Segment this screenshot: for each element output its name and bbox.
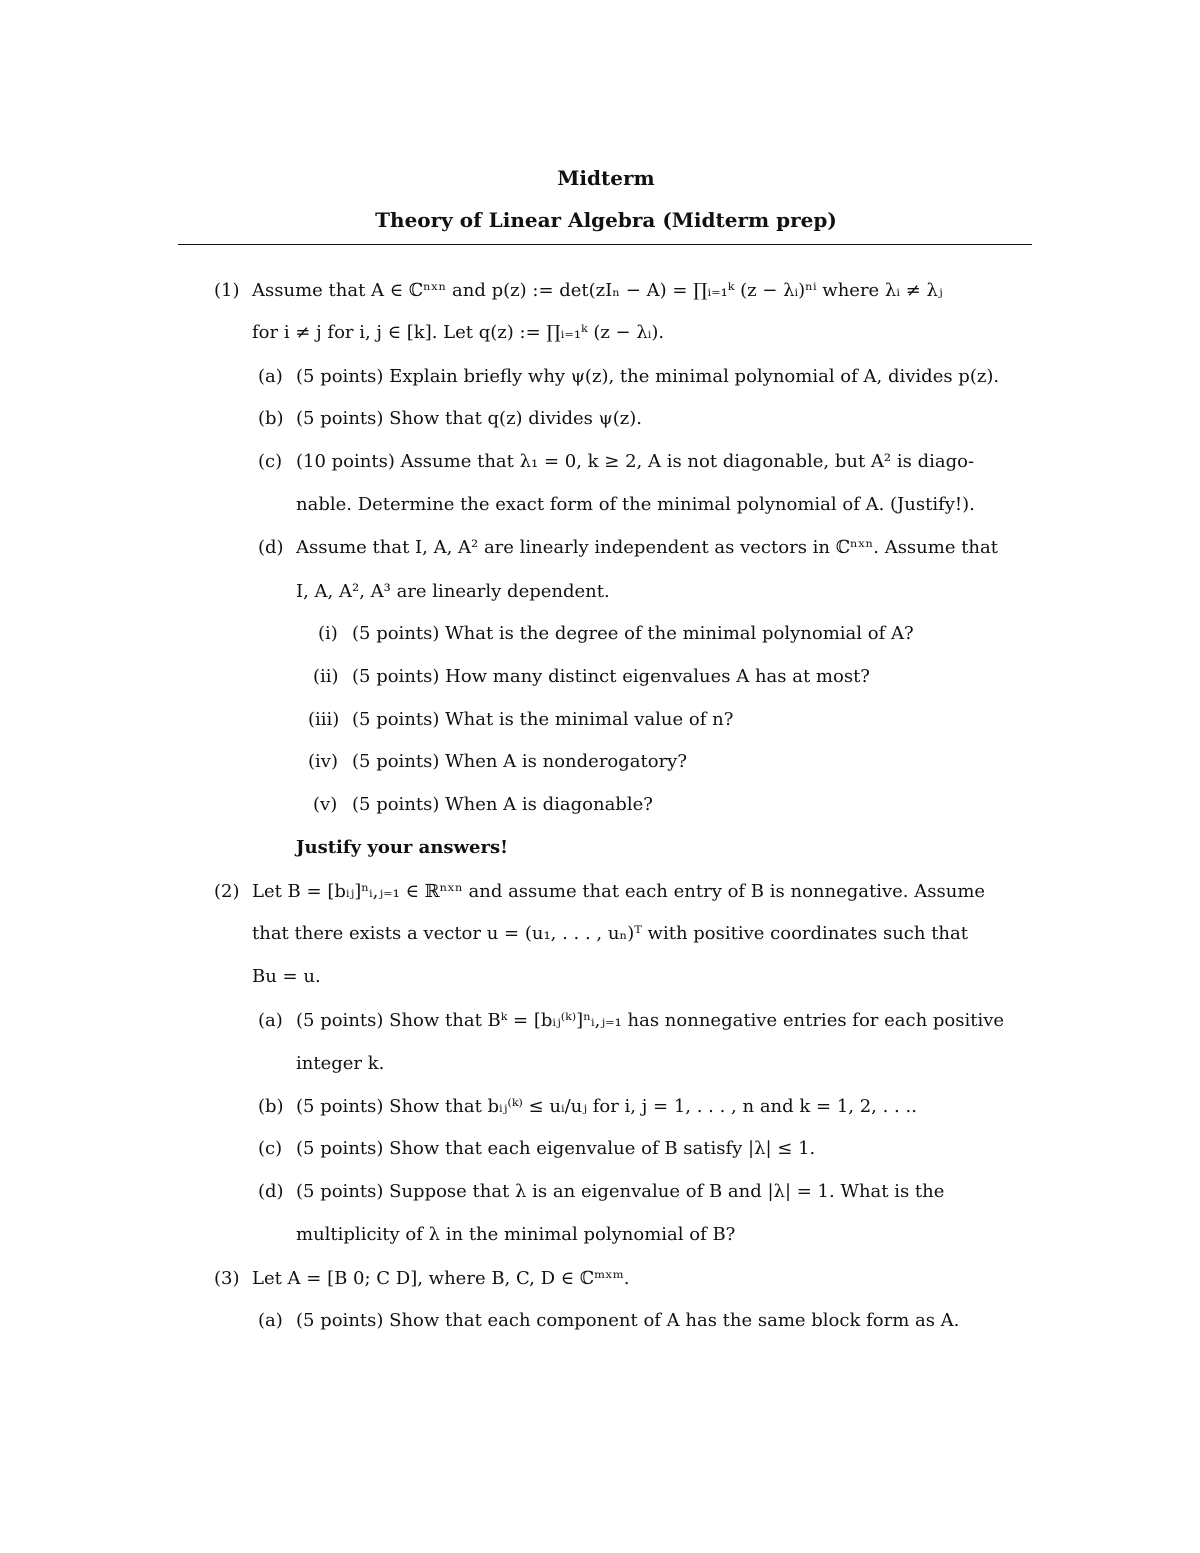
problem-1b-label: (b) xyxy=(258,408,284,429)
problem-1c-text-line-1: (10 points) Assume that λ₁ = 0, k ≥ 2, A is not diagonable, but A² is diago- xyxy=(296,451,975,472)
problem-1-closing: Justify your answers! xyxy=(296,837,509,858)
problem-1b-text: (5 points) Show that q(z) divides ψ(z). xyxy=(296,408,642,429)
problem-1d-v-label: (v) xyxy=(313,794,338,815)
problem-1d-iv-label: (iv) xyxy=(308,751,338,772)
problem-1d-label: (d) xyxy=(258,537,284,558)
problem-2d-text-line-2: multiplicity of λ in the minimal polynomial of B? xyxy=(296,1224,736,1245)
problem-3a-text: (5 points) Show that each component of A has the same block form as A. xyxy=(296,1310,960,1331)
problem-1c-text-line-2: nable. Determine the exact form of the minimal polynomial of A. (Justify!). xyxy=(296,494,975,515)
problem-2-intro-line-1: Let B = [bᵢⱼ]ⁿᵢ,ⱼ₌₁ ∈ ℝⁿˣⁿ and assume that each entry of B is nonnegative. Assume xyxy=(252,881,986,902)
problem-1c-label: (c) xyxy=(258,451,283,472)
problem-1d-iii-text: (5 points) What is the minimal value of n? xyxy=(352,709,734,730)
problem-1d-iv-text: (5 points) When A is nonderogatory? xyxy=(352,751,688,772)
problem-2d-text-line-1: (5 points) Suppose that λ is an eigenvalue of B and |λ| = 1. What is the xyxy=(296,1181,945,1202)
problem-3-number: (3) xyxy=(214,1268,240,1289)
problem-2b-text: (5 points) Show that bᵢⱼ⁽ᵏ⁾ ≤ uᵢ/uⱼ for i, j = 1, . . . , n and k = 1, 2, . . .. xyxy=(296,1096,917,1117)
problem-2a-text-line-2: integer k. xyxy=(296,1053,385,1074)
problem-1d-iii-label: (iii) xyxy=(308,709,340,730)
problem-2a-text-line-1: (5 points) Show that Bᵏ = [bᵢⱼ⁽ᵏ⁾]ⁿᵢ,ⱼ₌₁ has nonnegative entries for each positive xyxy=(296,1010,1005,1031)
problem-1d-i-text: (5 points) What is the degree of the minimal polynomial of A? xyxy=(352,623,914,644)
problem-3a-label: (a) xyxy=(258,1310,283,1331)
problem-1a-label: (a) xyxy=(258,366,283,387)
problem-2-intro-line-3: Bu = u. xyxy=(252,966,321,987)
problem-2c-text: (5 points) Show that each eigenvalue of B satisfy |λ| ≤ 1. xyxy=(296,1138,816,1159)
problem-1d-ii-text: (5 points) How many distinct eigenvalues A has at most? xyxy=(352,666,870,687)
problem-1d-i-label: (i) xyxy=(318,623,338,644)
problem-1-number: (1) xyxy=(214,280,240,301)
problem-2b-label: (b) xyxy=(258,1096,284,1117)
document-subtitle: Theory of Linear Algebra (Midterm prep) xyxy=(375,208,837,232)
problem-1d-ii-label: (ii) xyxy=(313,666,339,687)
problem-1-intro-line-1: Assume that A ∈ ℂⁿˣⁿ and p(z) := det(zIₙ − A) = ∏ᵢ₌₁ᵏ (z − λᵢ)ⁿⁱ where λᵢ ≠ λⱼ xyxy=(252,280,943,301)
document-title: Midterm xyxy=(557,166,655,190)
problem-2c-label: (c) xyxy=(258,1138,283,1159)
problem-2d-label: (d) xyxy=(258,1181,284,1202)
problem-1d-v-text: (5 points) When A is diagonable? xyxy=(352,794,653,815)
problem-1d-text-line-1: Assume that I, A, A² are linearly independent as vectors in ℂⁿˣⁿ. Assume that xyxy=(296,537,998,558)
header-rule xyxy=(178,244,1032,245)
problem-2-intro-line-2: that there exists a vector u = (u₁, . . . , uₙ)ᵀ with positive coordinates such that xyxy=(252,923,968,944)
problem-1-intro-line-2: for i ≠ j for i, j ∈ [k]. Let q(z) := ∏ᵢ₌₁ᵏ (z − λᵢ). xyxy=(252,322,665,343)
problem-1a-text: (5 points) Explain briefly why ψ(z), the minimal polynomial of A, divides p(z). xyxy=(296,366,1000,387)
problem-2-number: (2) xyxy=(214,881,240,902)
problem-3-intro: Let A = [B 0; C D], where B, C, D ∈ ℂᵐˣᵐ. xyxy=(252,1268,630,1289)
problem-2a-label: (a) xyxy=(258,1010,283,1031)
problem-1d-text-line-2: I, A, A², A³ are linearly dependent. xyxy=(296,581,610,602)
